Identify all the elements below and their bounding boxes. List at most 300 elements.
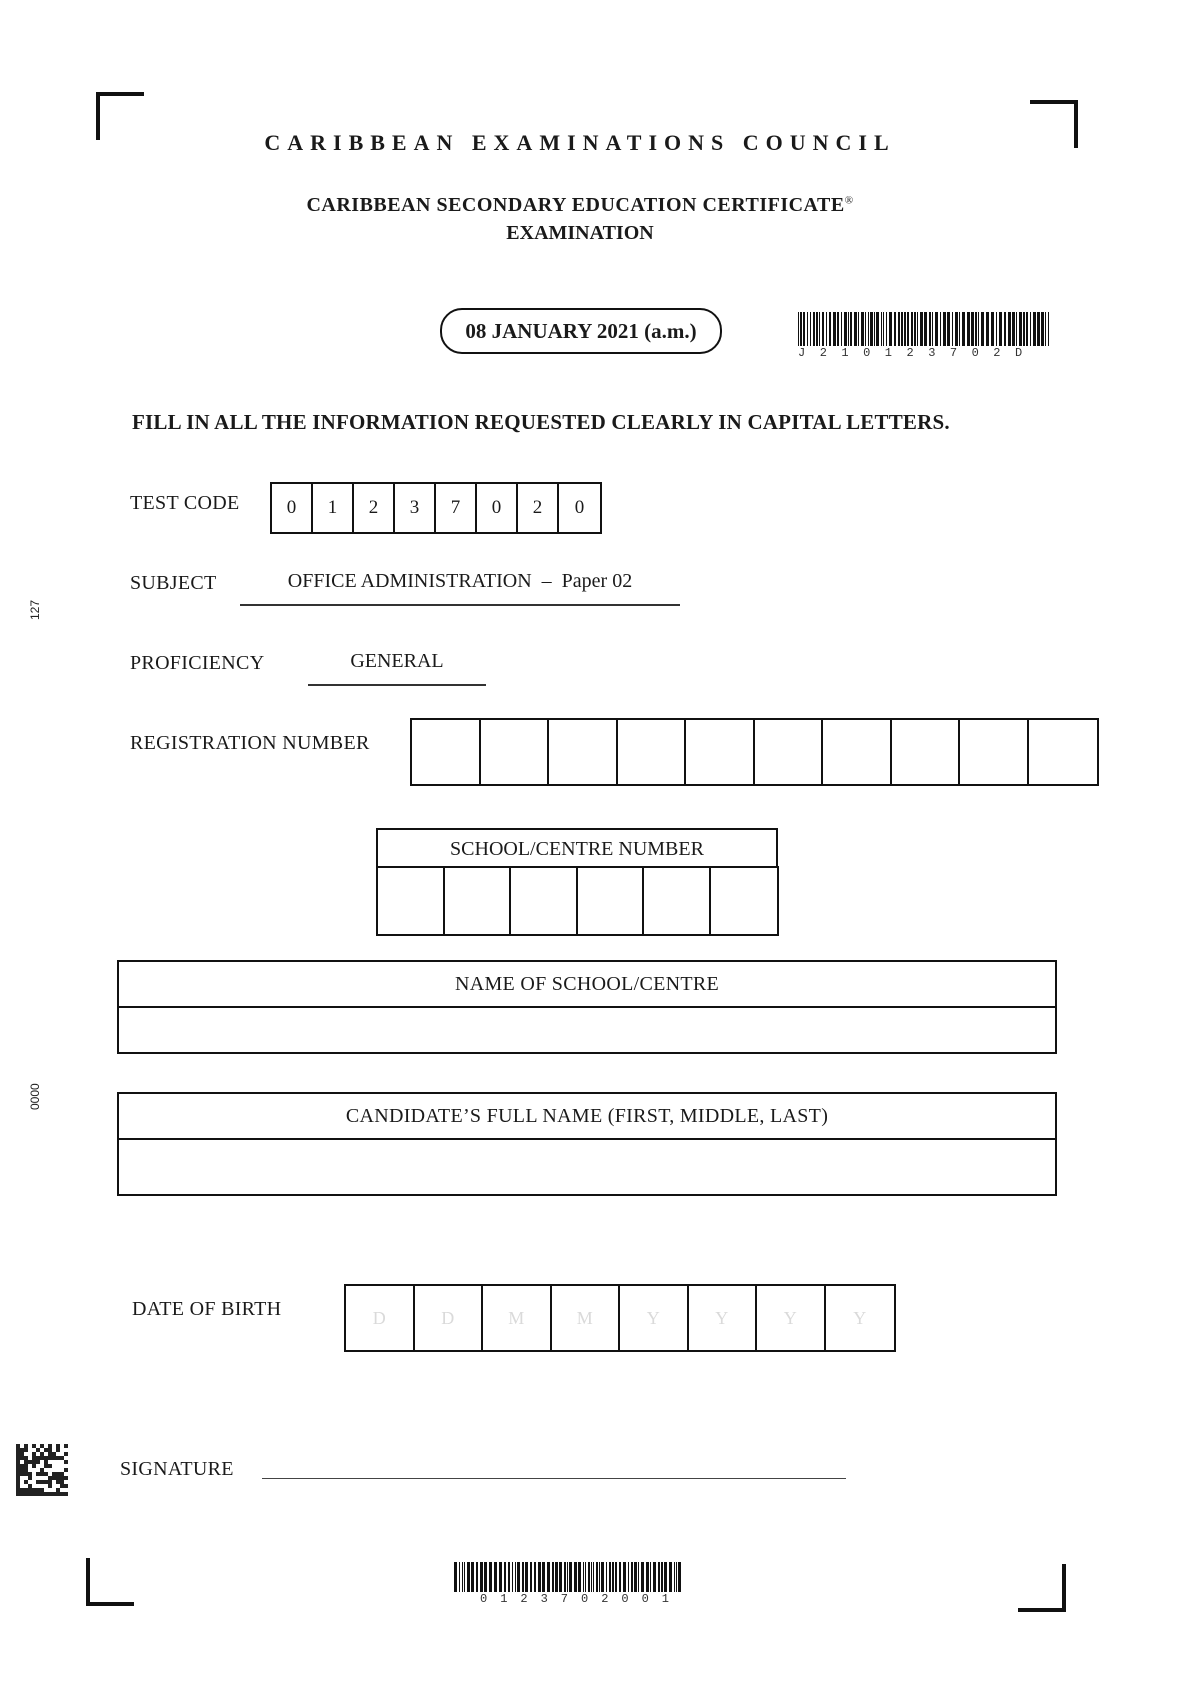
- barcode-bar: [1016, 312, 1017, 346]
- barcode-bar: [810, 312, 811, 346]
- qr-module: [56, 1476, 60, 1480]
- signature-line[interactable]: [262, 1478, 846, 1479]
- barcode-bar: [1026, 312, 1028, 346]
- barcode-bar: [917, 312, 918, 346]
- qr-module: [40, 1492, 44, 1496]
- qr-module: [40, 1480, 44, 1484]
- barcode-bar: [858, 312, 859, 346]
- barcode-bar: [1012, 312, 1015, 346]
- barcode-bar: [593, 1562, 594, 1592]
- barcode-bar: [1033, 312, 1036, 346]
- dob-day-box[interactable]: D: [415, 1286, 484, 1350]
- proficiency-value: GENERAL: [308, 650, 486, 686]
- barcode-bar: [484, 1562, 487, 1592]
- qr-module: [16, 1468, 20, 1472]
- qr-module: [24, 1480, 28, 1484]
- barcode-bar: [619, 1562, 621, 1592]
- barcode-bar: [646, 1562, 649, 1592]
- qr-module: [32, 1492, 36, 1496]
- qr-module: [20, 1452, 24, 1456]
- qr-module: [56, 1448, 60, 1452]
- barcode-bar: [854, 312, 857, 346]
- barcode-bar: [504, 1562, 506, 1592]
- test-code-digit: 2: [518, 484, 559, 532]
- barcode-bar: [1037, 312, 1040, 346]
- subject-label: SUBJECT: [130, 572, 217, 594]
- registration-digit-box[interactable]: [618, 720, 687, 784]
- barcode-bar: [1048, 312, 1049, 346]
- qr-module: [32, 1456, 36, 1460]
- barcode-bar: [606, 1562, 607, 1592]
- qr-module: [40, 1472, 44, 1476]
- barcode-bar: [920, 312, 923, 346]
- qr-module: [24, 1444, 28, 1448]
- qr-module: [44, 1460, 48, 1464]
- qr-module: [28, 1488, 32, 1492]
- dob-year-box[interactable]: Y: [620, 1286, 689, 1350]
- test-code-digit: 3: [395, 484, 436, 532]
- registration-digit-box[interactable]: [686, 720, 755, 784]
- qr-module: [48, 1480, 52, 1484]
- qr-module: [56, 1472, 60, 1476]
- qr-module: [64, 1460, 68, 1464]
- barcode-bar: [650, 1562, 651, 1592]
- qr-module: [64, 1492, 68, 1496]
- qr-module: [48, 1492, 52, 1496]
- barcode-bar: [658, 1562, 660, 1592]
- qr-module: [36, 1488, 40, 1492]
- barcode-bar: [564, 1562, 566, 1592]
- corner-mark-bottom-right: [1018, 1564, 1066, 1612]
- barcode-bar: [929, 312, 931, 346]
- qr-module: [20, 1468, 24, 1472]
- barcode-bar: [538, 1562, 541, 1592]
- barcode-bar: [522, 1562, 524, 1592]
- top-barcode: [798, 312, 1056, 360]
- barcode-bar: [971, 312, 974, 346]
- barcode-bar: [848, 312, 849, 346]
- barcode-bar: [678, 1562, 681, 1592]
- qr-module: [32, 1460, 36, 1464]
- qr-module: [16, 1480, 20, 1484]
- qr-module: [56, 1456, 60, 1460]
- barcode-bar: [881, 312, 882, 346]
- barcode-bar: [894, 312, 896, 346]
- barcode-bar: [567, 1562, 568, 1592]
- dob-month-box[interactable]: M: [483, 1286, 552, 1350]
- barcode-bar: [962, 312, 965, 346]
- barcode-bar: [901, 312, 903, 346]
- candidate-name-label: CANDIDATE’S FULL NAME (FIRST, MIDDLE, LAST): [119, 1094, 1055, 1140]
- candidate-name-field[interactable]: [119, 1140, 1055, 1196]
- qr-module: [24, 1488, 28, 1492]
- barcode-bar: [547, 1562, 550, 1592]
- exam-date: 08 JANUARY 2021 (a.m.): [440, 308, 722, 354]
- school-name-field[interactable]: [119, 1008, 1055, 1054]
- qr-module: [20, 1488, 24, 1492]
- qr-module: [44, 1456, 48, 1460]
- qr-module: [24, 1492, 28, 1496]
- barcode-bar: [955, 312, 958, 346]
- qr-module: [52, 1476, 56, 1480]
- barcode-bar: [1030, 312, 1031, 346]
- barcode-bar: [986, 312, 989, 346]
- qr-module: [24, 1472, 28, 1476]
- barcode-bar: [615, 1562, 617, 1592]
- registration-digit-box[interactable]: [755, 720, 824, 784]
- test-code-digit: 7: [436, 484, 477, 532]
- barcode-bar: [599, 1562, 600, 1592]
- examination-title: EXAMINATION: [506, 222, 654, 244]
- qr-module: [16, 1492, 20, 1496]
- qr-module: [20, 1464, 24, 1468]
- barcode-bar: [798, 312, 799, 346]
- barcode-bar: [515, 1562, 516, 1592]
- barcode-bar: [876, 312, 879, 346]
- barcode-bar: [841, 312, 842, 346]
- qr-module: [52, 1472, 56, 1476]
- barcode-bar: [803, 312, 805, 346]
- qr-module: [60, 1476, 64, 1480]
- barcode-bar: [833, 312, 836, 346]
- test-code-digit: 0: [477, 484, 518, 532]
- qr-module: [24, 1460, 28, 1464]
- qr-module: [52, 1456, 56, 1460]
- qr-module: [36, 1460, 40, 1464]
- qr-module: [32, 1464, 36, 1468]
- qr-module: [64, 1468, 68, 1472]
- council-title: CARIBBEAN EXAMINATIONS COUNCIL: [264, 130, 896, 155]
- proficiency-label: PROFICIENCY: [130, 652, 265, 674]
- qr-module: [16, 1444, 20, 1448]
- qr-module: [48, 1452, 52, 1456]
- school-digit-box[interactable]: [445, 868, 512, 934]
- registration-digit-box[interactable]: [1029, 720, 1098, 784]
- barcode-bar: [991, 312, 994, 346]
- barcode-bar: [464, 1562, 465, 1592]
- barcode-bar: [471, 1562, 474, 1592]
- barcode-bar: [914, 312, 916, 346]
- barcode-bar: [943, 312, 946, 346]
- registration-digit-box[interactable]: [823, 720, 892, 784]
- barcode-bar: [1004, 312, 1006, 346]
- barcode-bar: [499, 1562, 502, 1592]
- barcode-bar: [813, 312, 815, 346]
- subject-value: OFFICE ADMINISTRATION – Paper 02: [240, 570, 680, 606]
- dob-month-box[interactable]: M: [552, 1286, 621, 1350]
- qr-module: [16, 1452, 20, 1456]
- barcode-bar: [978, 312, 979, 346]
- qr-module: [16, 1484, 20, 1488]
- barcode-bar: [641, 1562, 644, 1592]
- registration-digit-box[interactable]: [960, 720, 1029, 784]
- school-number-label: SCHOOL/CENTRE NUMBER: [376, 828, 778, 866]
- qr-module: [44, 1448, 48, 1452]
- qr-module: [60, 1480, 64, 1484]
- barcode-bar: [1045, 312, 1046, 346]
- barcode-bar: [952, 312, 953, 346]
- barcode-bar: [829, 312, 831, 346]
- barcode-bar: [552, 1562, 554, 1592]
- barcode-bar: [861, 312, 864, 346]
- barcode-bar: [569, 1562, 572, 1592]
- barcode-bar: [822, 312, 824, 346]
- instruction-text: FILL IN ALL THE INFORMATION REQUESTED CLEARLY IN CAPITAL LETTERS.: [132, 410, 950, 434]
- bottom-barcode: [454, 1562, 690, 1606]
- barcode-bar: [601, 1562, 604, 1592]
- barcode-bar: [959, 312, 960, 346]
- test-code-digit: 2: [354, 484, 395, 532]
- barcode-bar: [574, 1562, 577, 1592]
- barcode-bar: [669, 1562, 672, 1592]
- barcode-bar: [454, 1562, 457, 1592]
- registration-digit-box[interactable]: [549, 720, 618, 784]
- barcode-bar: [609, 1562, 611, 1592]
- qr-module: [60, 1492, 64, 1496]
- barcode-bar: [889, 312, 892, 346]
- test-code-label: TEST CODE: [130, 492, 240, 514]
- qr-module: [64, 1476, 68, 1480]
- barcode-bar: [661, 1562, 663, 1592]
- barcode-bar: [628, 1562, 629, 1592]
- school-digit-box[interactable]: [511, 868, 578, 934]
- qr-module: [28, 1484, 32, 1488]
- qr-module: [32, 1452, 36, 1456]
- qr-module: [48, 1444, 52, 1448]
- qr-module: [16, 1456, 20, 1460]
- barcode-bar: [975, 312, 977, 346]
- qr-module: [64, 1484, 68, 1488]
- qr-module: [16, 1476, 20, 1480]
- side-mark-middle: 0000: [28, 1083, 42, 1110]
- barcode-bar: [480, 1562, 483, 1592]
- barcode-bar: [530, 1562, 532, 1592]
- barcode-bar: [826, 312, 827, 346]
- barcode-bar: [578, 1562, 581, 1592]
- qr-module: [64, 1452, 68, 1456]
- qr-code-icon: [16, 1444, 68, 1496]
- school-digit-box[interactable]: [578, 868, 645, 934]
- qr-module: [52, 1492, 56, 1496]
- qr-module: [28, 1472, 32, 1476]
- school-digit-box[interactable]: [644, 868, 711, 934]
- test-code-digit: 1: [313, 484, 354, 532]
- barcode-bar: [874, 312, 875, 346]
- qr-module: [36, 1472, 40, 1476]
- barcode-bar: [844, 312, 847, 346]
- qr-module: [40, 1456, 44, 1460]
- barcode-bar: [924, 312, 927, 346]
- qr-module: [48, 1464, 52, 1468]
- barcode-bar: [534, 1562, 536, 1592]
- qr-module: [52, 1452, 56, 1456]
- barcode-bar: [653, 1562, 656, 1592]
- barcode-bar: [676, 1562, 677, 1592]
- signature-label: SIGNATURE: [120, 1458, 234, 1480]
- qr-module: [32, 1488, 36, 1492]
- qr-module: [48, 1484, 52, 1488]
- qr-module: [36, 1492, 40, 1496]
- qr-module: [48, 1448, 52, 1452]
- qr-module: [16, 1460, 20, 1464]
- barcode-bar: [819, 312, 820, 346]
- barcode-bar: [631, 1562, 633, 1592]
- barcode-bar: [981, 312, 984, 346]
- barcode-bar: [996, 312, 997, 346]
- qr-module: [20, 1492, 24, 1496]
- dob-day-box[interactable]: D: [346, 1286, 415, 1350]
- barcode-bar: [1008, 312, 1011, 346]
- test-code-boxes: [270, 482, 602, 534]
- barcode-bar: [591, 1562, 592, 1592]
- bottom-barcode-bars: [454, 1562, 690, 1592]
- barcode-bar: [868, 312, 869, 346]
- qr-module: [40, 1444, 44, 1448]
- barcode-bar: [596, 1562, 598, 1592]
- dob-boxes: [344, 1284, 896, 1352]
- qr-module: [24, 1468, 28, 1472]
- barcode-bar: [816, 312, 818, 346]
- registered-mark: ®: [844, 194, 854, 207]
- school-digit-box[interactable]: [378, 868, 445, 934]
- barcode-bar: [459, 1562, 460, 1592]
- barcode-bar: [525, 1562, 528, 1592]
- qr-module: [16, 1464, 20, 1468]
- barcode-bar: [583, 1562, 584, 1592]
- qr-module: [44, 1480, 48, 1484]
- qr-module: [36, 1448, 40, 1452]
- qr-module: [48, 1456, 52, 1460]
- barcode-bar: [865, 312, 866, 346]
- qr-module: [44, 1464, 48, 1468]
- barcode-bar: [494, 1562, 497, 1592]
- qr-module: [16, 1488, 20, 1492]
- dob-year-box[interactable]: Y: [853, 1307, 867, 1328]
- barcode-bar: [508, 1562, 510, 1592]
- qr-module: [16, 1448, 20, 1452]
- test-code-digit: 0: [574, 497, 585, 518]
- barcode-bar: [462, 1562, 463, 1592]
- qr-module: [36, 1480, 40, 1484]
- bottom-barcode-digits: 0123702001: [480, 1592, 683, 1606]
- registration-label: REGISTRATION NUMBER: [130, 732, 370, 754]
- barcode-bar: [664, 1562, 667, 1592]
- qr-module: [44, 1492, 48, 1496]
- qr-module: [16, 1472, 20, 1476]
- qr-module: [48, 1476, 52, 1480]
- dob-year-box[interactable]: Y: [757, 1286, 826, 1350]
- qr-module: [56, 1444, 60, 1448]
- dob-label: DATE OF BIRTH: [132, 1298, 282, 1320]
- qr-module: [24, 1448, 28, 1452]
- qr-module: [60, 1472, 64, 1476]
- barcode-bar: [638, 1562, 639, 1592]
- top-barcode-digits: J210123702D: [798, 346, 1037, 360]
- school-name-label: NAME OF SCHOOL/CENTRE: [119, 962, 1055, 1008]
- qr-module: [40, 1488, 44, 1492]
- school-digit-box[interactable]: [711, 868, 778, 934]
- qr-module: [64, 1444, 68, 1448]
- qr-module: [56, 1492, 60, 1496]
- corner-mark-bottom-left: [86, 1558, 134, 1606]
- registration-digit-box[interactable]: [481, 720, 550, 784]
- qr-module: [32, 1444, 36, 1448]
- barcode-bar: [476, 1562, 478, 1592]
- barcode-bar: [1023, 312, 1025, 346]
- qr-module: [56, 1480, 60, 1484]
- barcode-bar: [967, 312, 970, 346]
- qr-module: [20, 1448, 24, 1452]
- registration-digit-box[interactable]: [412, 720, 481, 784]
- school-number-boxes: [376, 866, 779, 936]
- barcode-bar: [904, 312, 906, 346]
- top-barcode-bars: [798, 312, 1056, 346]
- barcode-bar: [623, 1562, 626, 1592]
- barcode-bar: [489, 1562, 492, 1592]
- dob-year-box[interactable]: Y: [689, 1286, 758, 1350]
- barcode-bar: [947, 312, 950, 346]
- barcode-bar: [800, 312, 802, 346]
- side-mark-top: 127: [28, 599, 42, 620]
- barcode-bar: [911, 312, 913, 346]
- candidate-name-box: [117, 1092, 1057, 1196]
- barcode-bar: [886, 312, 887, 346]
- barcode-bar: [674, 1562, 675, 1592]
- registration-number-boxes: [410, 718, 1099, 786]
- qr-module: [36, 1456, 40, 1460]
- barcode-bar: [585, 1562, 586, 1592]
- barcode-bar: [870, 312, 873, 346]
- barcode-bar: [512, 1562, 513, 1592]
- barcode-bar: [807, 312, 808, 346]
- barcode-bar: [517, 1562, 520, 1592]
- qr-module: [40, 1468, 44, 1472]
- barcode-bar: [1041, 312, 1044, 346]
- barcode-bar: [467, 1562, 470, 1592]
- barcode-bar: [932, 312, 933, 346]
- certificate-title: CARIBBEAN SECONDARY EDUCATION CERTIFICATE®: [306, 194, 854, 216]
- test-code-digit: 0: [272, 484, 313, 532]
- qr-module: [56, 1488, 60, 1492]
- barcode-bar: [612, 1562, 614, 1592]
- qr-module: [40, 1452, 44, 1456]
- barcode-bar: [634, 1562, 637, 1592]
- barcode-bar: [542, 1562, 545, 1592]
- barcode-bar: [1019, 312, 1022, 346]
- qr-module: [60, 1456, 64, 1460]
- barcode-bar: [588, 1562, 590, 1592]
- qr-module: [44, 1472, 48, 1476]
- barcode-bar: [935, 312, 938, 346]
- barcode-bar: [555, 1562, 558, 1592]
- barcode-bar: [898, 312, 900, 346]
- barcode-bar: [837, 312, 839, 346]
- qr-module: [24, 1456, 28, 1460]
- qr-module: [20, 1472, 24, 1476]
- barcode-bar: [999, 312, 1002, 346]
- qr-module: [28, 1492, 32, 1496]
- barcode-bar: [907, 312, 909, 346]
- barcode-bar: [883, 312, 884, 346]
- qr-module: [28, 1460, 32, 1464]
- qr-module: [20, 1456, 24, 1460]
- qr-module: [28, 1476, 32, 1480]
- barcode-bar: [940, 312, 941, 346]
- registration-digit-box[interactable]: [892, 720, 961, 784]
- barcode-bar: [850, 312, 852, 346]
- school-name-box: [117, 960, 1057, 1054]
- barcode-bar: [559, 1562, 562, 1592]
